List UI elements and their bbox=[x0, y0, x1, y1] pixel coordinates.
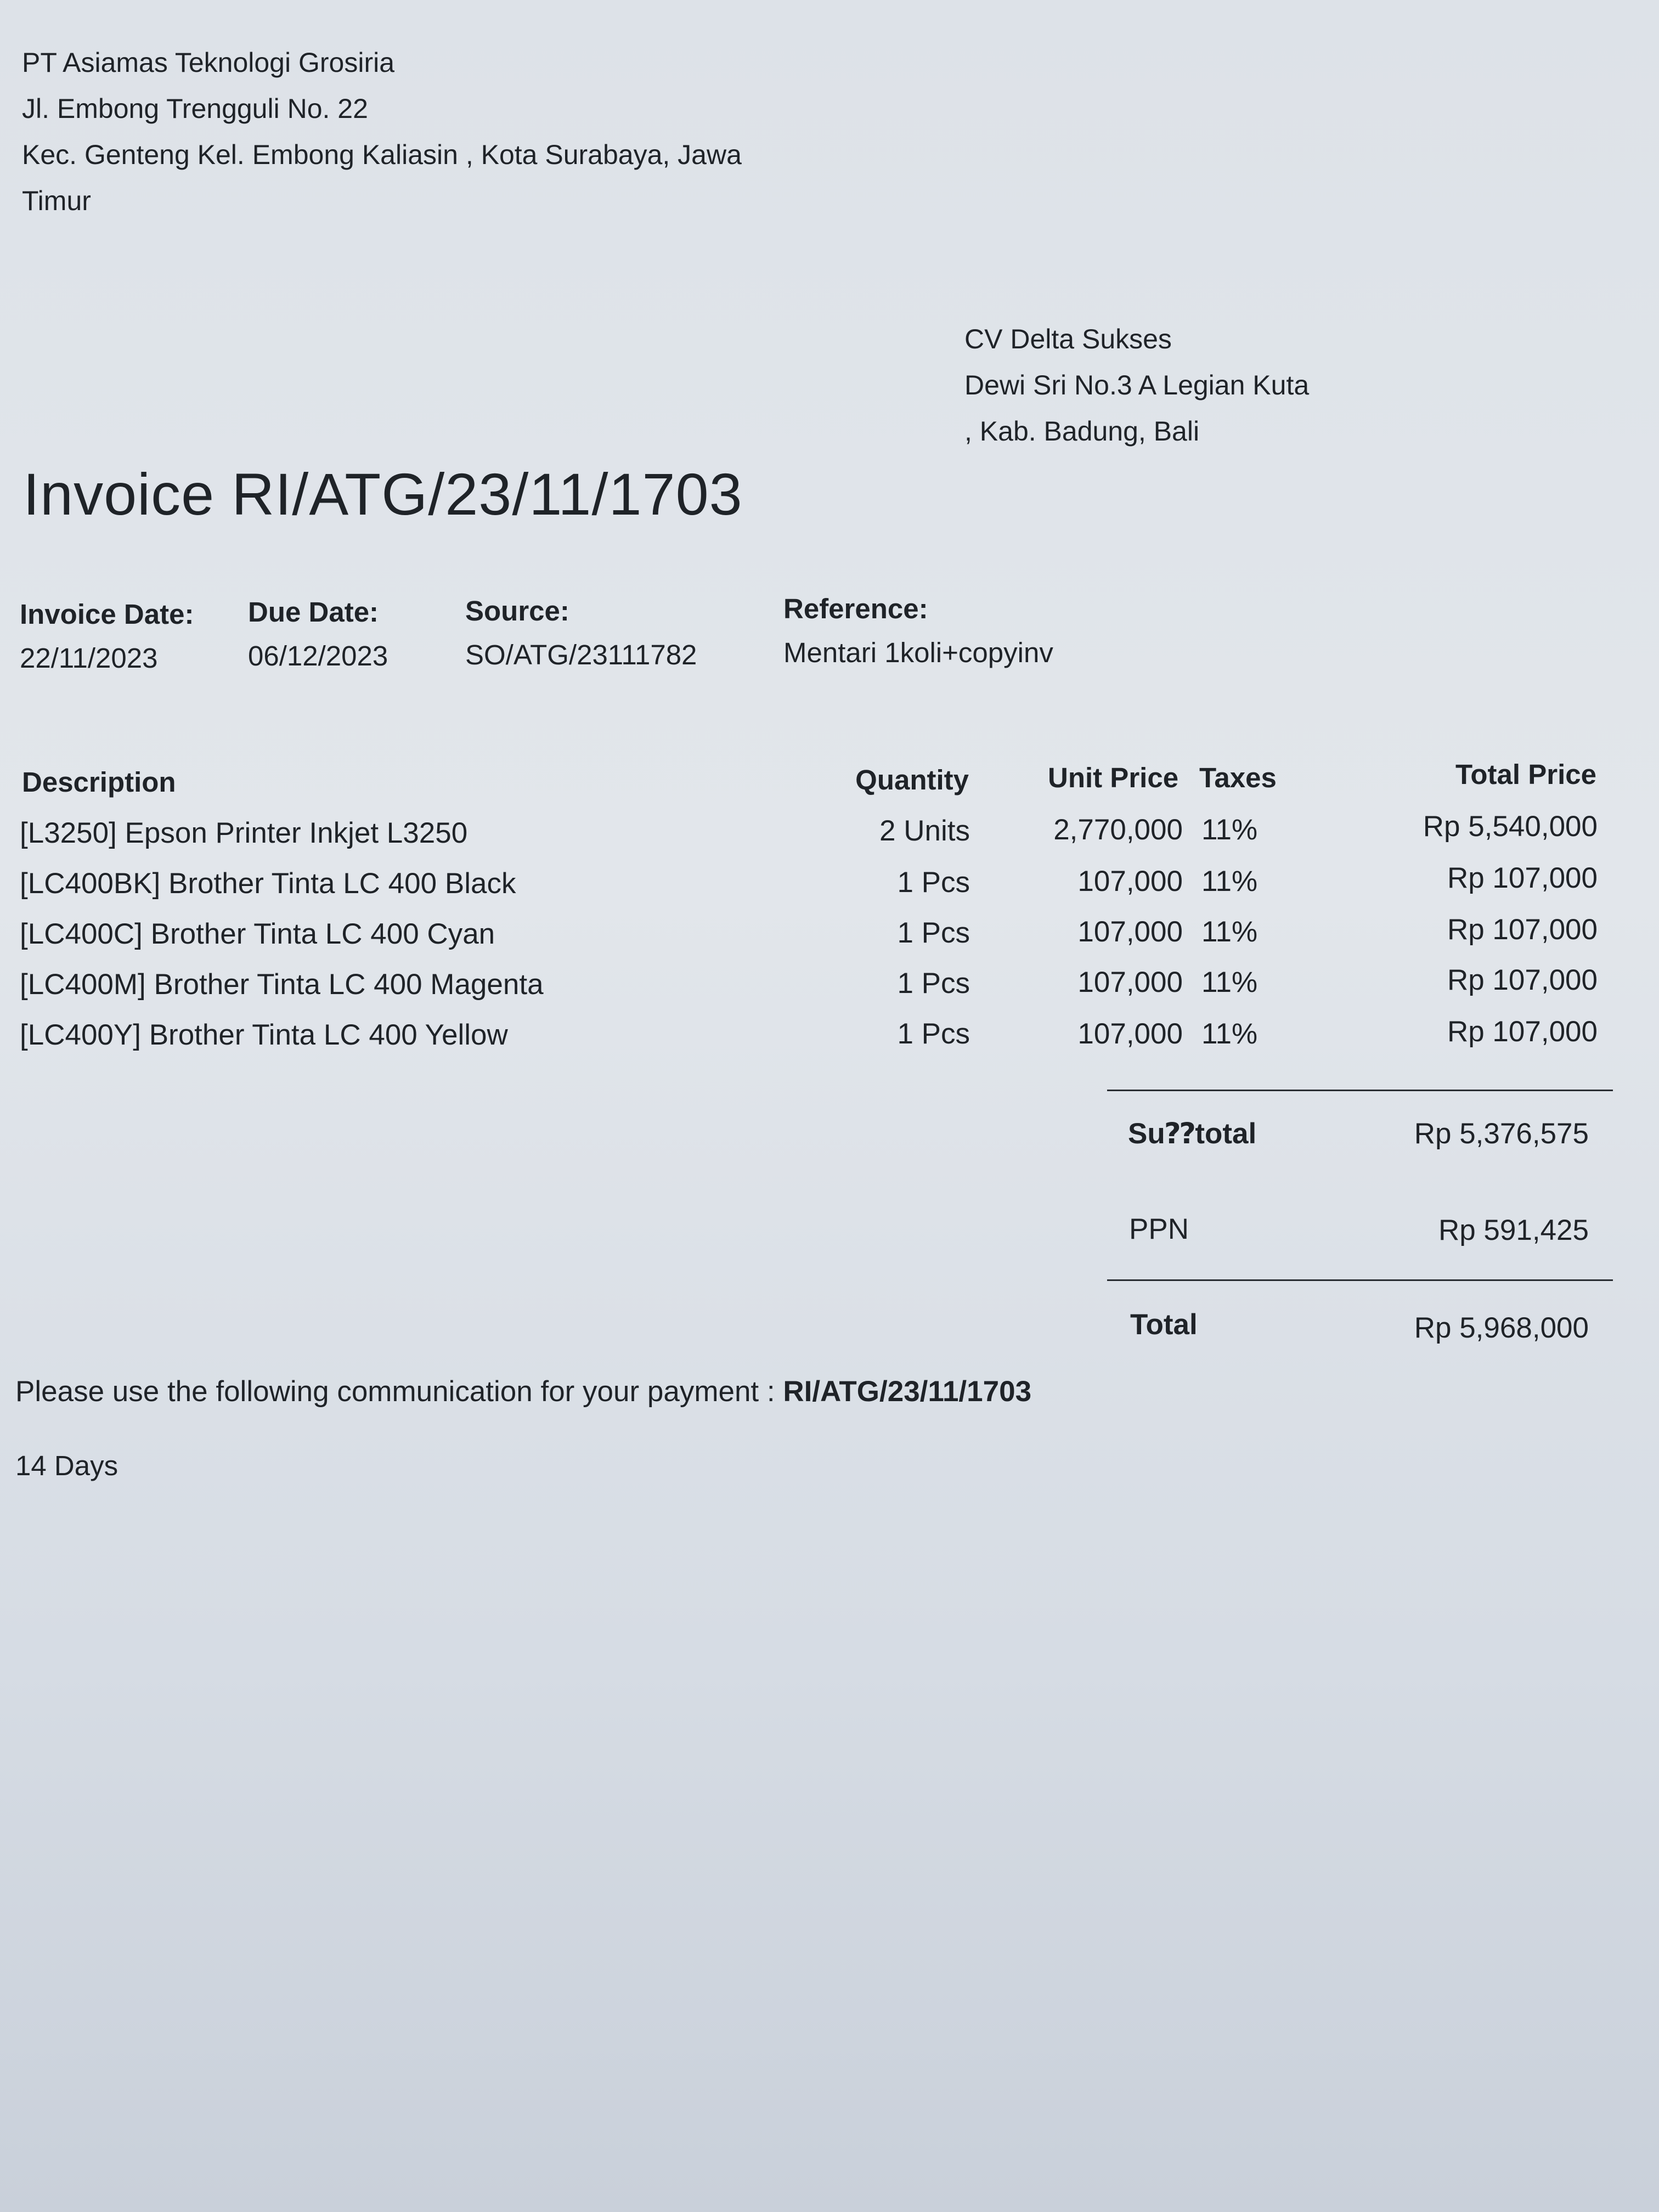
payment-communication bbox=[15, 1375, 1031, 1408]
row-3-taxes: 11% bbox=[1201, 916, 1258, 948]
recipient-address bbox=[964, 316, 1309, 454]
header-unit-price: Unit Price bbox=[1048, 762, 1179, 793]
header-taxes: Taxes bbox=[1199, 762, 1277, 793]
ppn-label: PPN bbox=[1129, 1213, 1189, 1245]
due-date-label: Due Date: bbox=[248, 596, 379, 628]
source-block bbox=[465, 595, 697, 671]
row-4-unit-price: 107,000 bbox=[1077, 966, 1183, 998]
total-label: Total bbox=[1130, 1308, 1198, 1341]
recipient-street: Dewi Sri No.3 A Legian Kuta bbox=[964, 370, 1310, 400]
source-value: SO/ATG/23111782 bbox=[465, 639, 697, 670]
reference-label: Reference: bbox=[783, 593, 928, 624]
row-2-total: Rp 107,000 bbox=[1447, 862, 1598, 894]
invoice-date-label: Invoice Date: bbox=[20, 599, 194, 630]
header-description: Description bbox=[22, 766, 176, 798]
sender-name: PT Asiamas Teknologi Grosiria bbox=[22, 47, 395, 78]
row-5-quantity: 1 Pcs bbox=[897, 1018, 970, 1050]
row-2-unit-price: 107,000 bbox=[1077, 865, 1183, 898]
row-1-quantity: 2 Units bbox=[879, 815, 970, 847]
source-label: Source: bbox=[465, 595, 569, 627]
header-quantity: Quantity bbox=[855, 764, 969, 795]
row-3-total: Rp 107,000 bbox=[1447, 913, 1598, 946]
row-4-description: [LC400M] Brother Tinta LC 400 Magenta bbox=[20, 968, 544, 1001]
row-5-unit-price: 107,000 bbox=[1077, 1018, 1183, 1050]
row-3-quantity: 1 Pcs bbox=[897, 917, 970, 949]
row-3-unit-price: 107,000 bbox=[1077, 916, 1183, 948]
row-5-description: [LC400Y] Brother Tinta LC 400 Yellow bbox=[20, 1019, 508, 1051]
total-divider bbox=[1107, 1279, 1613, 1281]
subtotal-value: Rp 5,376,575 bbox=[1414, 1118, 1589, 1150]
recipient-region: , Kab. Badung, Bali bbox=[964, 416, 1200, 447]
total-value: Rp 5,968,000 bbox=[1414, 1312, 1589, 1344]
row-4-total: Rp 107,000 bbox=[1447, 964, 1598, 996]
sender-address bbox=[22, 40, 742, 224]
row-3-description: [LC400C] Brother Tinta LC 400 Cyan bbox=[20, 918, 495, 950]
row-1-description: [L3250] Epson Printer Inkjet L3250 bbox=[20, 817, 468, 849]
ppn-value: Rp 591,425 bbox=[1438, 1214, 1589, 1246]
row-5-total: Rp 107,000 bbox=[1447, 1015, 1598, 1048]
invoice-title: Invoice RI/ATG/23/11/1703 bbox=[23, 461, 743, 527]
payment-communication-text: Please use the following communication for your payment : bbox=[15, 1375, 783, 1408]
row-1-total: Rp 5,540,000 bbox=[1423, 810, 1598, 843]
row-2-taxes: 11% bbox=[1201, 865, 1258, 898]
recipient-name: CV Delta Sukses bbox=[964, 324, 1172, 354]
reference-block bbox=[783, 592, 1053, 669]
subtotal-label: Su⁇total bbox=[1128, 1118, 1257, 1150]
subtotal-divider bbox=[1107, 1090, 1613, 1091]
row-2-quantity: 1 Pcs bbox=[897, 866, 970, 899]
row-1-taxes: 11% bbox=[1201, 814, 1258, 846]
sender-district: Kec. Genteng Kel. Embong Kaliasin , Kota Surabaya, Jawa bbox=[22, 139, 742, 170]
invoice-date-block bbox=[20, 598, 194, 674]
sender-region: Timur bbox=[22, 185, 91, 216]
due-date-value: 06/12/2023 bbox=[248, 640, 388, 672]
row-5-taxes: 11% bbox=[1201, 1018, 1258, 1050]
payment-terms: 14 Days bbox=[15, 1450, 119, 1481]
invoice-date-value: 22/11/2023 bbox=[20, 642, 158, 674]
row-4-quantity: 1 Pcs bbox=[897, 967, 970, 1000]
reference-value: Mentari 1koli+copyinv bbox=[783, 637, 1053, 668]
row-4-taxes: 11% bbox=[1201, 966, 1258, 998]
sender-street: Jl. Embong Trengguli No. 22 bbox=[22, 93, 368, 124]
due-date-block bbox=[248, 596, 388, 672]
row-2-description: [LC400BK] Brother Tinta LC 400 Black bbox=[20, 867, 516, 900]
payment-communication-ref: RI/ATG/23/11/1703 bbox=[783, 1375, 1032, 1408]
header-total-price: Total Price bbox=[1455, 759, 1596, 790]
row-1-unit-price: 2,770,000 bbox=[1053, 814, 1183, 846]
